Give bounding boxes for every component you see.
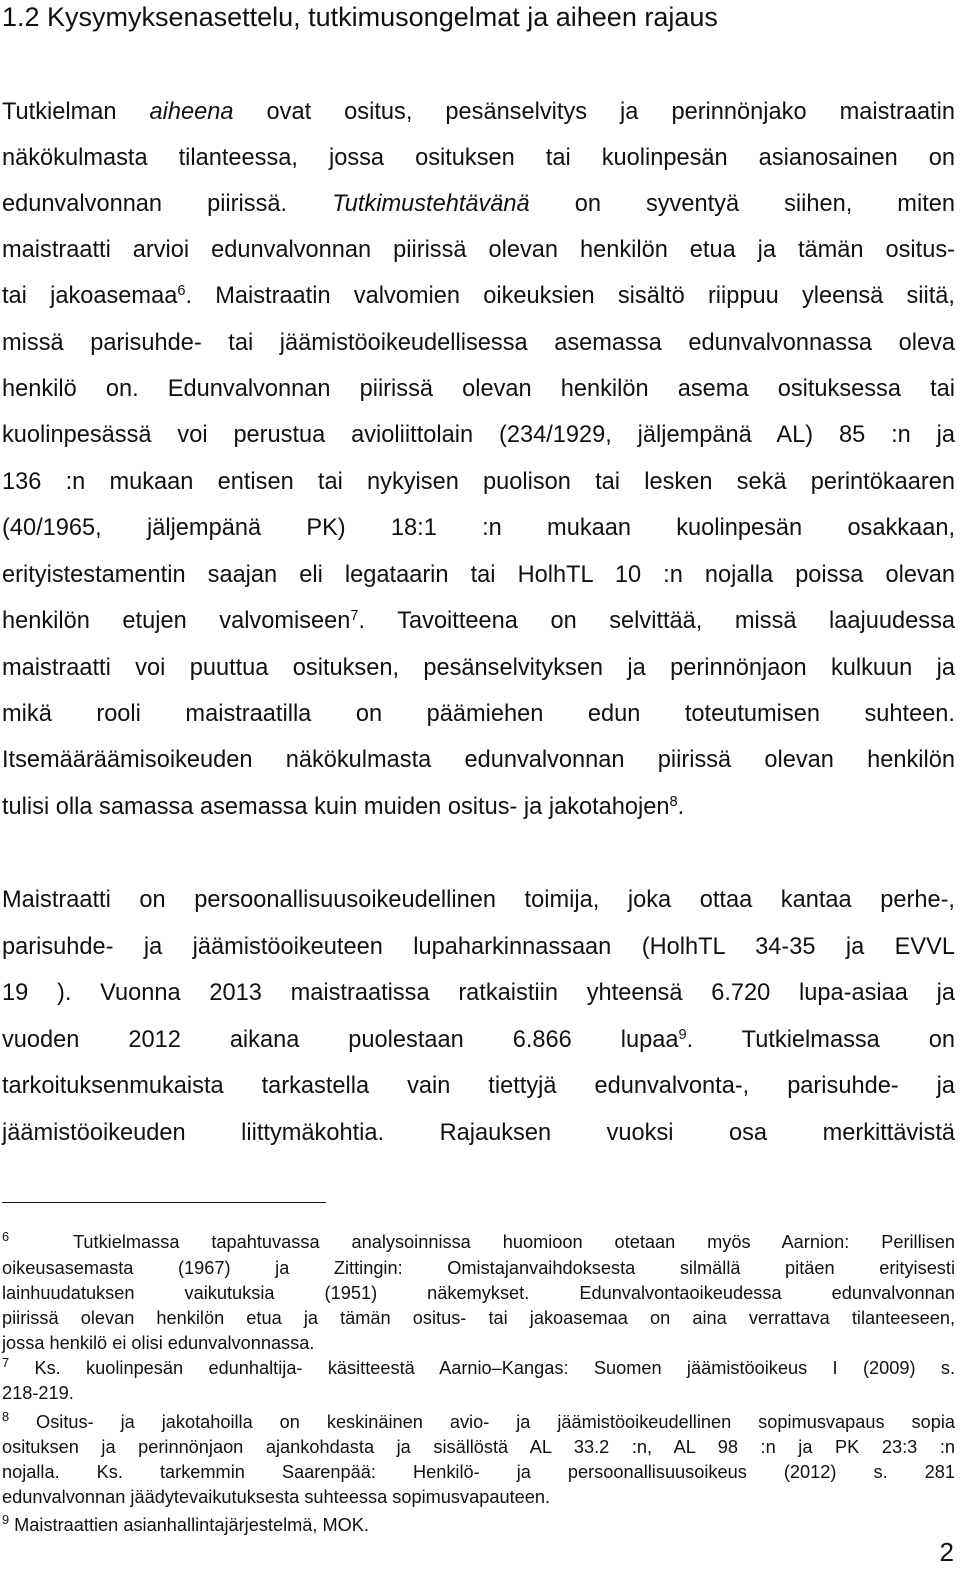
paragraph-line: missä parisuhde- tai jäämistöoikeudellisessa asemassa edunvalvonnassa oleva [2, 330, 955, 356]
paragraph-line: henkilön etujen valvomiseen$^7$. Tavoitteena on selvittää, missä laajuudessa [2, 607, 955, 634]
footnote-line: nojalla. Ks. tarkemmin Saarenpää: Henkilö- ja persoonallisuusoikeus (2012) s. 281 [2, 1462, 955, 1482]
footnote-8: $^8$ Ositus- ja jakotahoilla on keskinäinen avio- ja jäämistöoikeudellinen sopimusvapaus sopia [2, 1409, 955, 1432]
footnote-6: $^6$ Tutkielmassa tapahtuvassa analysoinnissa huomioon otetaan myös Aarnion: Perillisen [2, 1229, 955, 1252]
paragraph-line: Maistraatti on persoonallisuusoikeudellinen toimija, joka ottaa kantaa perhe-, [2, 887, 955, 913]
paragraph-line: mikä rooli maistraatilla on päämiehen edun toteutumisen suhteen. [2, 701, 955, 727]
paragraph-line: Itsemääräämisoikeuden näkökulmasta edunvalvonnan piirissä olevan henkilön [2, 747, 955, 773]
paragraph-line: erityistestamentin saajan eli legataarin tai HolhTL 10 :n nojalla poissa olevan [2, 562, 955, 588]
paragraph-line: tulisi olla samassa asemassa kuin muiden ositus- ja jakotahojen$^8$. [2, 793, 685, 820]
paragraph-line: maistraatti voi puuttua osituksen, pesänselvityksen ja perinnönjaon kulkuun ja [2, 655, 955, 681]
paragraph-line: näkökulmasta tilanteessa, jossa osituksen tai kuolinpesän asianosainen on [2, 145, 955, 171]
footnote-ref: 9 [678, 1026, 687, 1043]
footnote-ref: 6 [177, 282, 186, 299]
footnote-line: lainhuudatuksen vaikutuksia (1951) näkemykset. Edunvalvontaoikeudessa edunvalvonnan [2, 1283, 955, 1303]
emphasis-text: aiheena [149, 99, 234, 125]
paragraph-line: jäämistöoikeuden liittymäkohtia. Rajauksen vuoksi osa merkittävistä [2, 1120, 955, 1146]
footnote-9: $^9$ Maistraattien asianhallintajärjestelmä, MOK. [2, 1512, 369, 1535]
footnote-ref: 7 [350, 607, 359, 624]
paragraph-line: 136 :n mukaan entisen tai nykyisen puolison tai lesken sekä perintökaaren [2, 469, 955, 495]
paragraph-line: maistraatti arvioi edunvalvonnan piirissä olevan henkilön etua ja tämän ositus- [2, 237, 955, 263]
paragraph-line: Tutkielman aiheena ovat ositus, pesänselvitys ja perinnönjako maistraatin [2, 99, 955, 125]
footnote-7: $^7$ Ks. kuolinpesän edunhaltija- käsitteestä Aarnio–Kangas: Suomen jäämistöoikeus I (2009) s. [2, 1355, 955, 1378]
footnote-line: 218-219. [2, 1383, 74, 1403]
emphasis-text: Tutkimustehtävänä [332, 191, 530, 217]
footnote-number: 6 [2, 1229, 10, 1244]
footnote-line: edunvalvonnan jäädytevaikutuksesta suhteessa sopimusvapauteen. [2, 1487, 551, 1507]
paragraph-line: (40/1965, jäljempänä PK) 18:1 :n mukaan kuolinpesän osakkaan, [2, 515, 955, 541]
paragraph-line: tai jakoasemaa$^6$. Maistraatin valvomien oikeuksien sisältö riippuu yleensä siitä, [2, 282, 955, 309]
footnote-number: 8 [2, 1409, 10, 1424]
page-number: 2 [939, 1537, 954, 1567]
paragraph-line: 19 ). Vuonna 2013 maistraatissa ratkaistiin yhteensä 6.720 lupa-asiaa ja [2, 980, 955, 1006]
paragraph-line: kuolinpesässä voi perustua avioliittolain (234/1929, jäljempänä AL) 85 :n ja [2, 422, 955, 448]
paragraph-line: parisuhde- ja jäämistöoikeuteen lupaharkinnassaan (HolhTL 34-35 ja EVVL [2, 934, 955, 960]
paragraph-line: vuoden 2012 aikana puolestaan 6.866 lupaa$^9$. Tutkielmassa on [2, 1026, 955, 1053]
footnote-separator [2, 1202, 326, 1203]
section-heading: 1.2 Kysymyksenasettelu, tutkimusongelmat ja aiheen rajaus [2, 2, 718, 32]
paragraph-line: henkilö on. Edunvalvonnan piirissä olevan henkilön asema osituksessa tai [2, 376, 955, 402]
paragraph-line: tarkoituksenmukaista tarkastella vain tiettyjä edunvalvonta-, parisuhde- ja [2, 1073, 955, 1099]
footnote-line: piirissä olevan henkilön etua ja tämän ositus- tai jakoasemaa on aina verrattava tilanteeseen, [2, 1308, 955, 1328]
footnote-ref: 8 [669, 793, 678, 810]
footnote-line: oikeusasemasta (1967) ja Zittingin: Omistajanvaihdoksesta silmällä pitäen erityisesti [2, 1258, 955, 1278]
footnote-number: 7 [2, 1355, 10, 1370]
footnote-line: osituksen ja perinnönjaon ajankohdasta ja sisällöstä AL 33.2 :n, AL 98 :n ja PK 23:3 :n [2, 1437, 955, 1457]
paragraph-line: edunvalvonnan piirissä. Tutkimustehtävänä on syventyä siihen, miten [2, 191, 956, 217]
footnote-number: 9 [2, 1512, 10, 1527]
footnote-line: jossa henkilö ei olisi edunvalvonnassa. [2, 1333, 315, 1353]
